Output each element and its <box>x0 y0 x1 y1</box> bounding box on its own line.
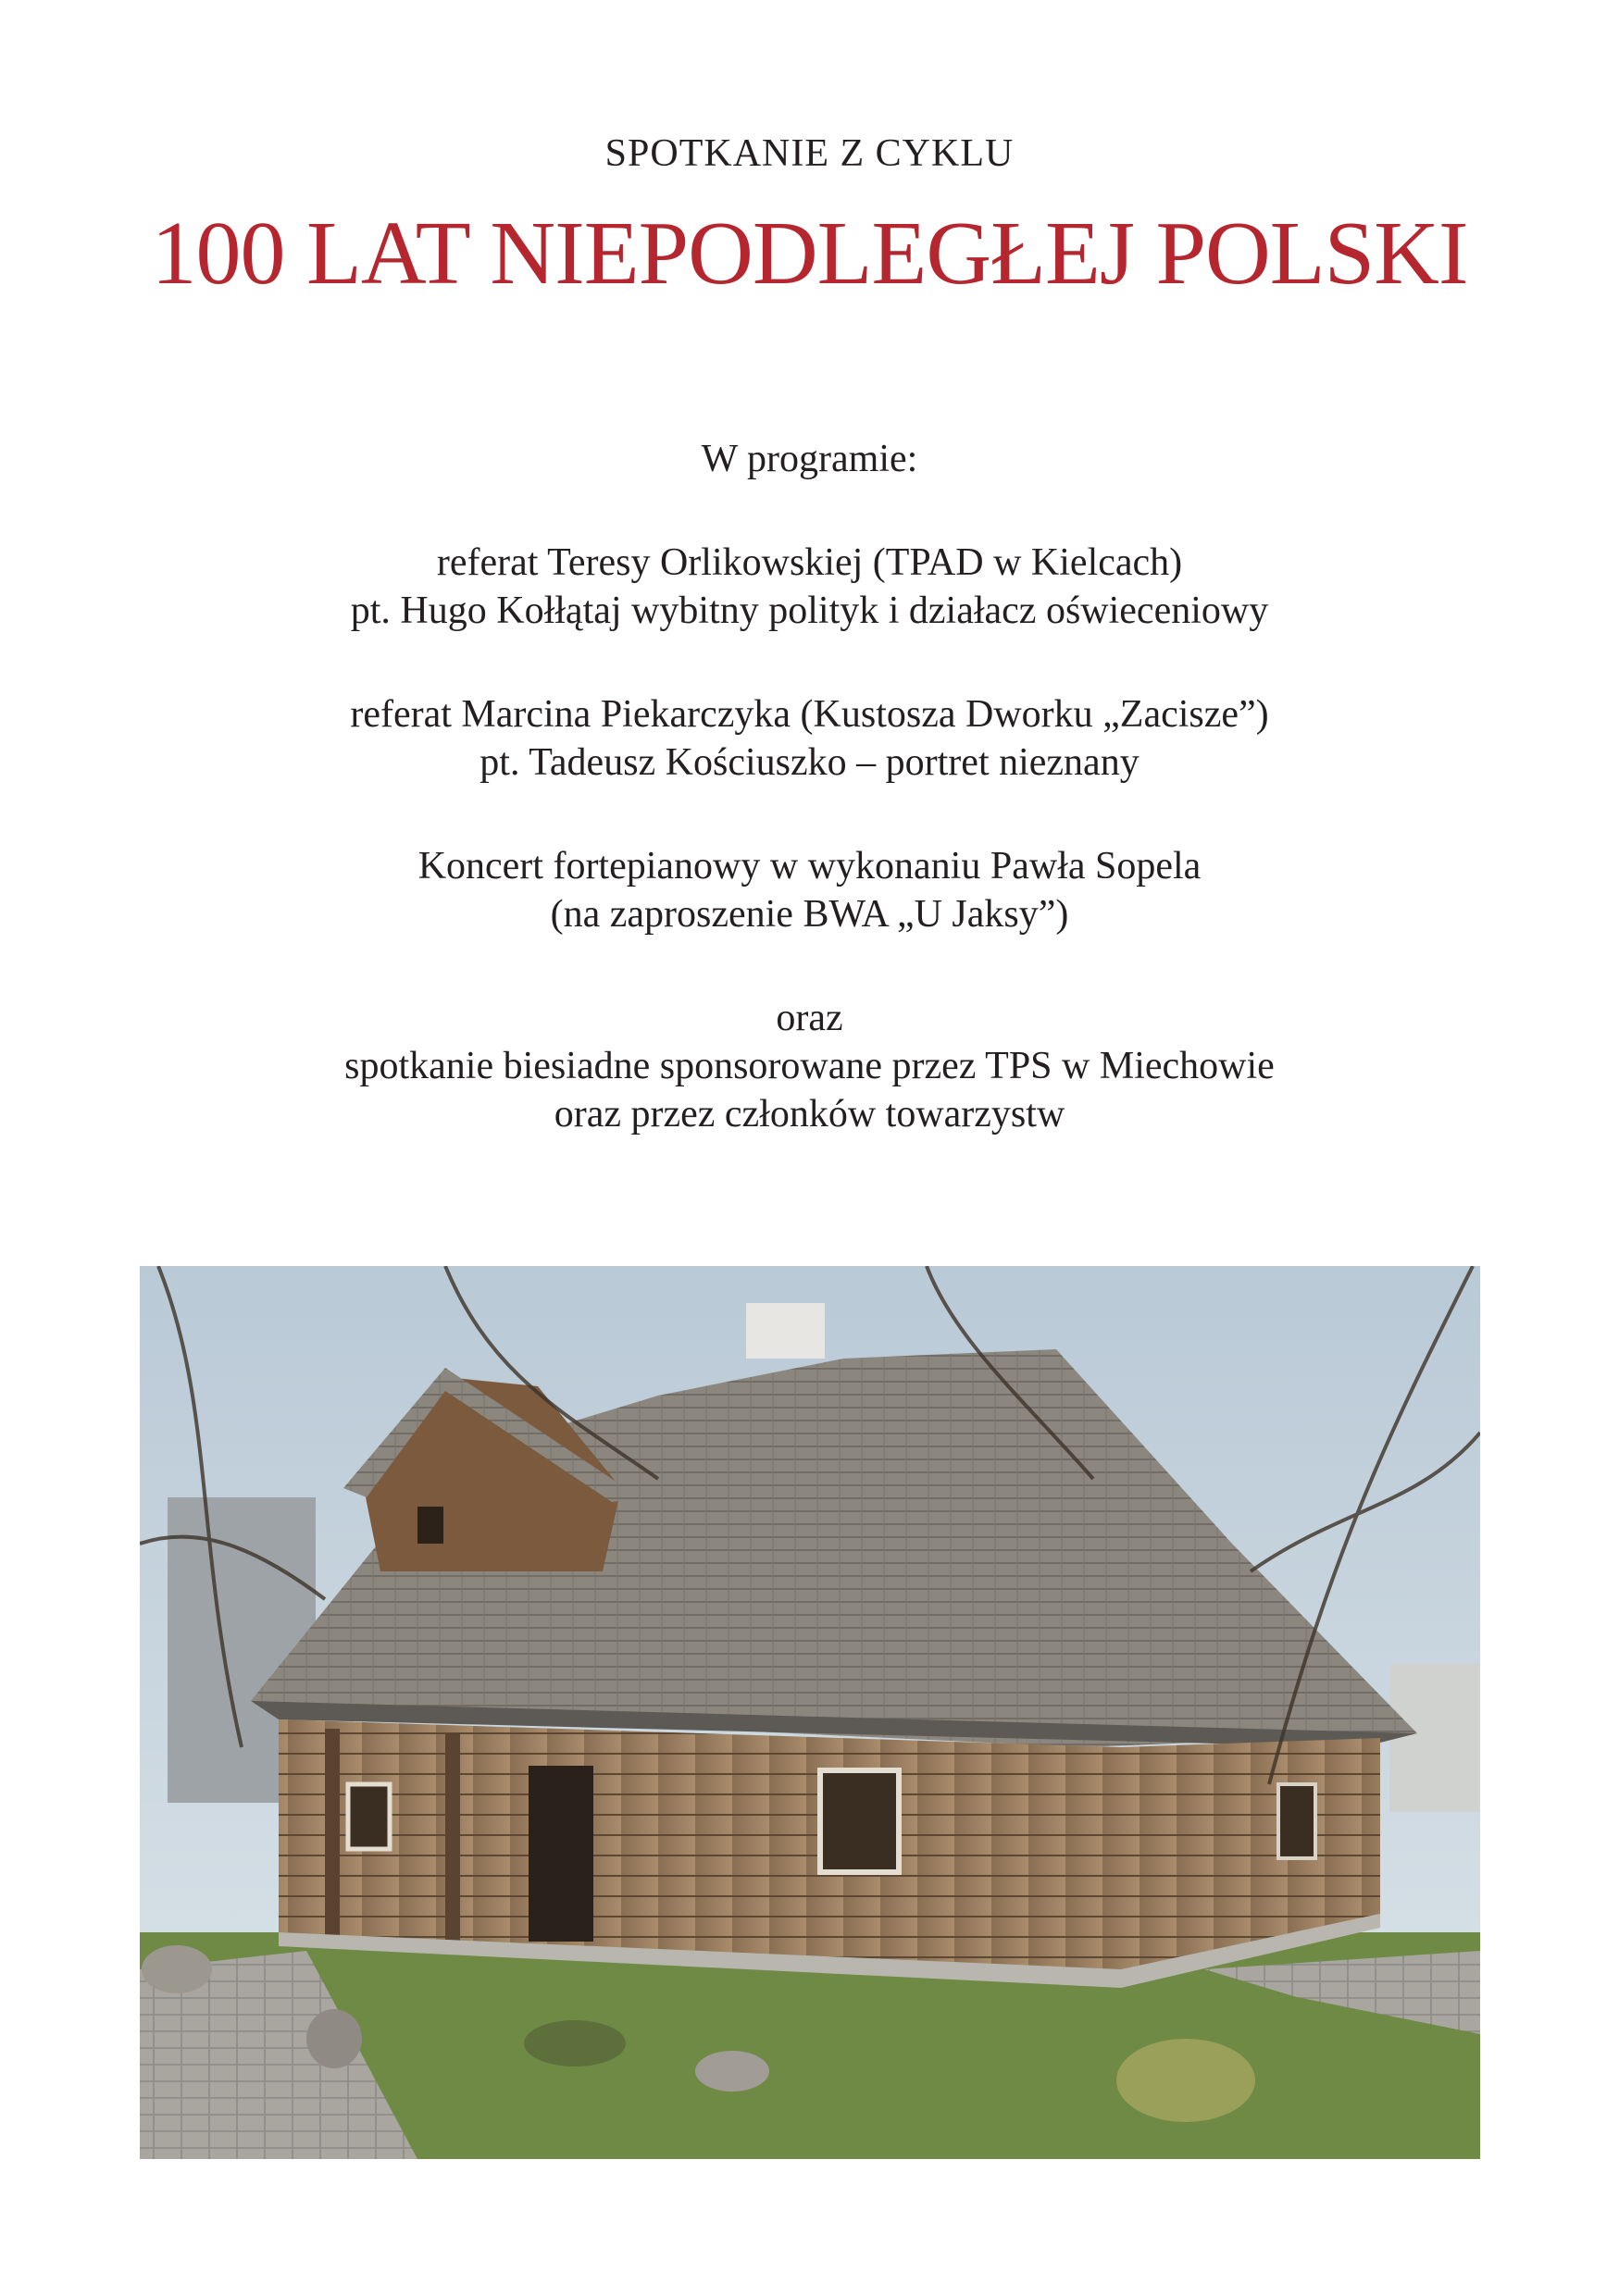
program-item-3-line-2: (na zaproszenie BWA „U Jaksy”) <box>550 893 1069 936</box>
program-item-3-line-1: Koncert fortepianowy w wykonaniu Pawła Sopela <box>417 845 1202 887</box>
program-section <box>0 435 1619 1138</box>
program-item-1-line-2: pt. Hugo Kołłątaj wybitny polityk i działacz oświeceniowy <box>350 590 1269 632</box>
poster-title: 100 LAT NIEPODLEGŁEJ POLSKI <box>151 204 1468 304</box>
program-intro: W programie: <box>701 438 918 480</box>
program-item-2-line-1: referat Marcina Piekarczyka (Kustosza Dworku „Zacisze”) <box>350 693 1269 736</box>
program-item-4-line-1: oraz <box>776 997 843 1039</box>
program-item-1-line-1: referat Teresy Orlikowskiej (TPAD w Kielcach) <box>436 541 1183 584</box>
program-item-2-line-2: pt. Tadeusz Kościuszko – portret nieznany <box>479 741 1140 784</box>
program-item-4-line-2: spotkanie biesiadne sponsorowane przez TPS w Miechowie <box>344 1045 1275 1087</box>
series-kicker: SPOTKANIE Z CYKLU <box>604 132 1015 175</box>
manor-house-photo <box>140 1266 1480 2159</box>
program-item-4-line-3: oraz przez członków towarzystw <box>554 1093 1065 1136</box>
